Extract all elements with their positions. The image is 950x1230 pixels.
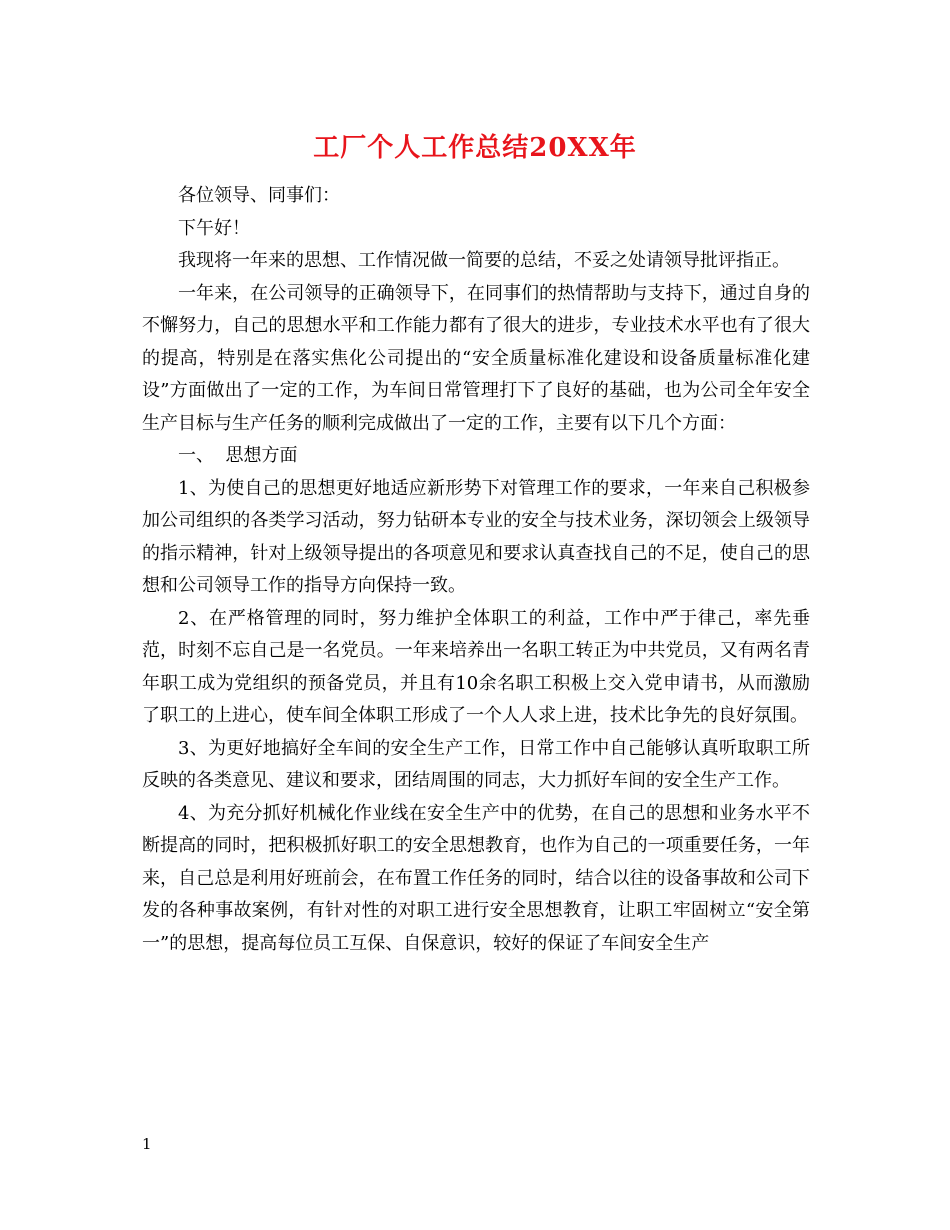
section-heading-thought: 一、 思想方面: [178, 445, 298, 466]
greeting-paragraph: 各位领导、同事们：: [178, 185, 340, 206]
item-paragraph-3: 3、为更好地搞好全车间的安全生产工作，日常工作中自己能够认真听取职工所反映的各类意见、建议和要求，团结周围的同志，大力抓好车间的安全生产工作。: [142, 737, 810, 791]
item-paragraph-1: 1、为使自己的思想更好地适应新形势下对管理工作的要求，一年来自己积极参加公司组织的各类学习活动，努力钻研本专业的安全与技术业务，深切领会上级领导的指示精神，针对上级领导提出的各项意见和要求认真查找自己的不足，使自己的思想和公司领导工作的指导方向保持一致。: [142, 477, 810, 596]
salutation-paragraph: 下午好！: [178, 217, 250, 239]
item-paragraph-4: 4、为充分抓好机械化作业线在安全生产中的优势，在自己的思想和业务水平不断提高的同时，把积极抓好职工的安全思想教育，也作为自己的一项重要任务，一年来，自己总是利用好班前会，在布置工作任务的同时，结合以往的设备事故和公司下发的各种事故案例，有针对性的对职工进行安全思想教育，让职工牢固树立“安全第一”的思想，提高每位员工互保、自保意识，较好的保证了车间安全生产: [142, 802, 810, 954]
document-title: 工厂个人工作总结20XX年: [313, 133, 637, 163]
document-body: [142, 180, 810, 960]
overview-paragraph: 一年来，在公司领导的正确领导下，在同事们的热情帮助与支持下，通过自身的不懈努力，自己的思想水平和工作能力都有了很大的进步，专业技术水平也有了很大的提高，特别是在落实焦化公司提出的“安全质量标准化建设和设备质量标准化建设”方面做出了一定的工作，为车间日常管理打下了良好的基础，也为公司全年安全生产目标与生产任务的顺利完成做出了一定的工作，主要有以下几个方面：: [142, 282, 810, 434]
page-number: 1: [142, 1135, 152, 1153]
intro-paragraph: 我现将一年来的思想、工作情况做一简要的总结，不妥之处请领导批评指正。: [178, 250, 790, 271]
item-paragraph-2: 2、在严格管理的同时，努力维护全体职工的利益，工作中严于律己，率先垂范，时刻不忘自己是一名党员。一年来培养出一名职工转正为中共党员，又有两名青年职工成为党组织的预备党员，并且有10余名职工积极上交入党申请书，从而激励了职工的上进心，使车间全体职工形成了一个人人求上进，技术比争先的良好氛围。: [142, 607, 810, 726]
